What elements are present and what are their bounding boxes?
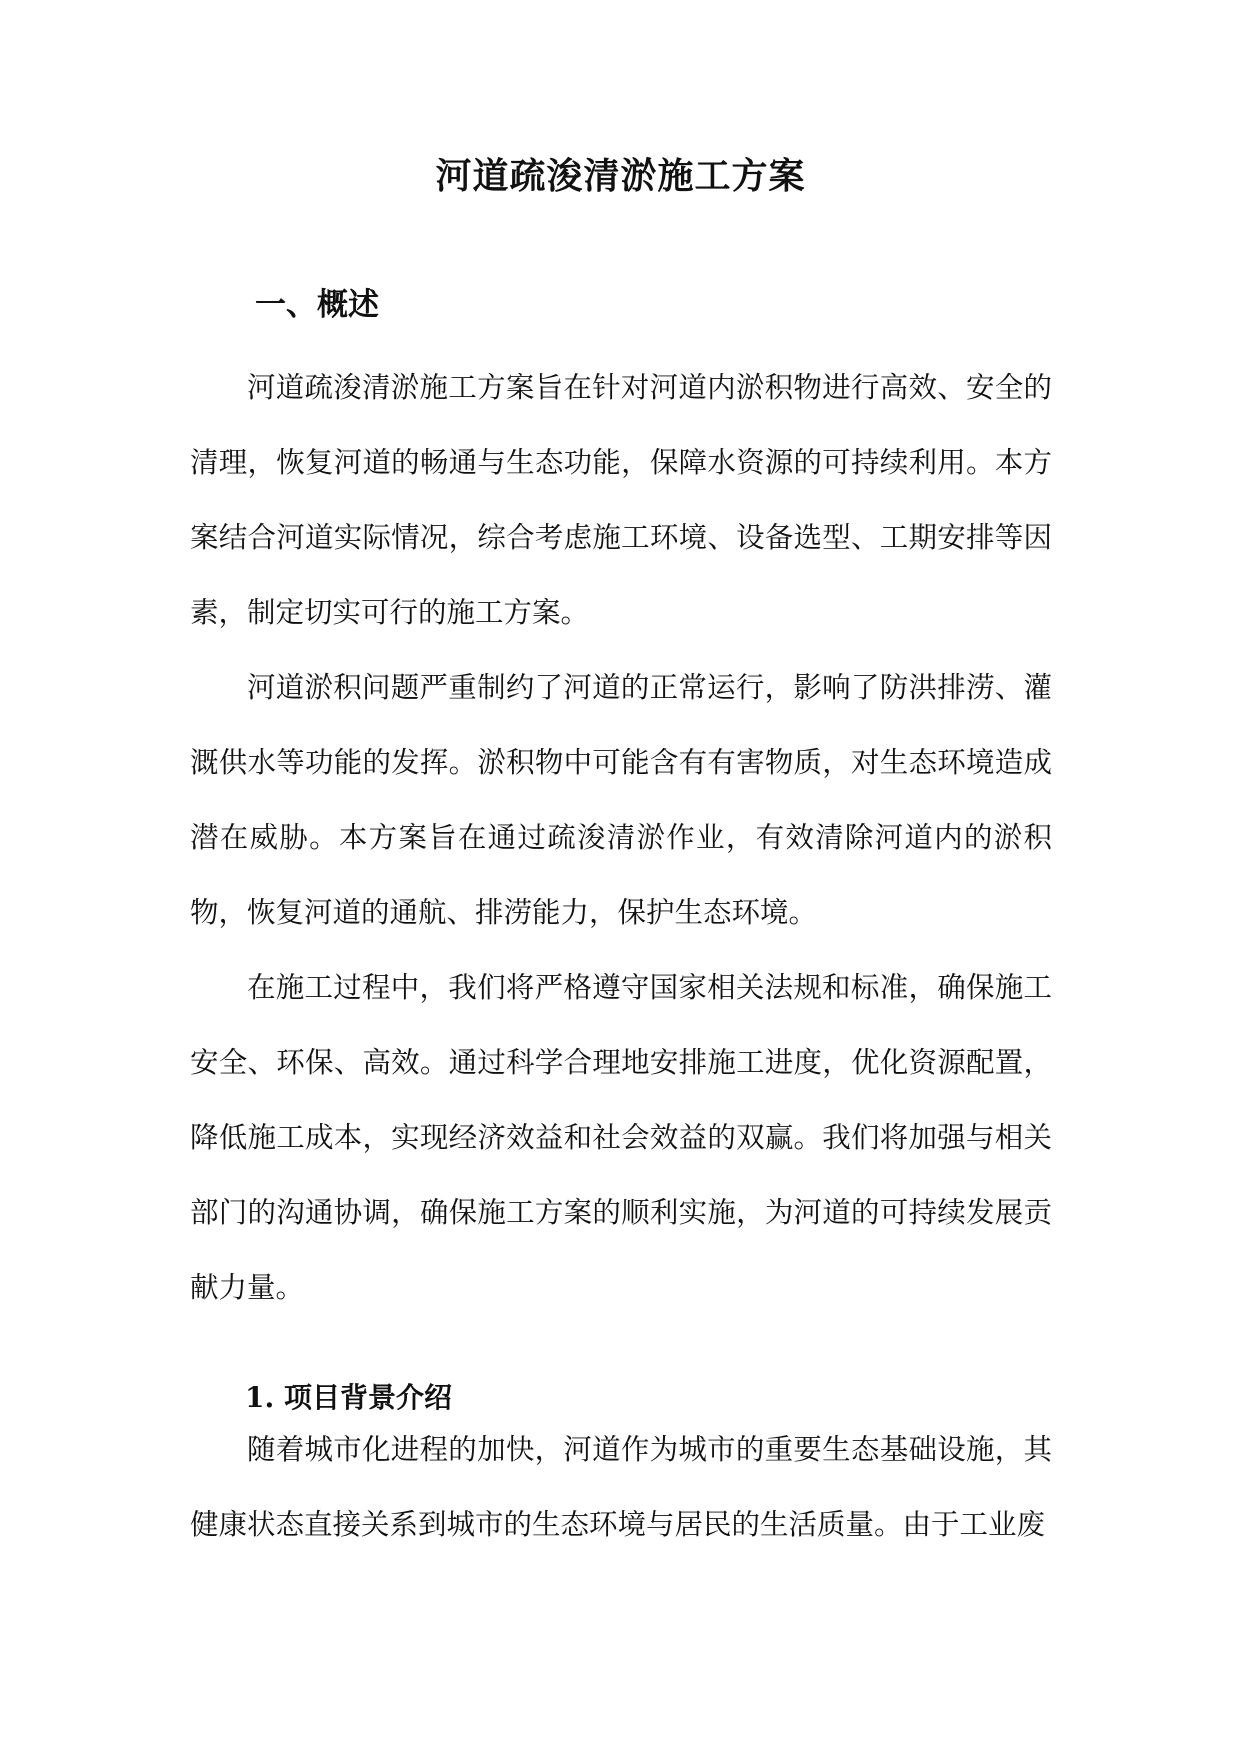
section-heading-overview: 一、概述 [255,287,379,323]
subsection-heading-project-background: 1. 项目背景介绍 [245,1381,452,1414]
background-paragraph-1: 随着城市化进程的加快，河道作为城市的重要生态基础设施，其健康状态直接关系到城市的生态环境与居民的生活质量。由于工业废 [190,1433,1052,1541]
document-title: 河道疏浚清淤施工方案 [435,155,806,197]
overview-paragraph-2: 河道淤积问题严重制约了河道的正常运行，影响了防洪排涝、灌溉供水等功能的发挥。淤积物中可能含有有害物质，对生态环境造成潜在威胁。本方案旨在通过疏浚清淤作业，有效清除河道内的淤积物，恢复河道的通航、排涝能力，保护生态环境。 [190,671,1052,929]
overview-paragraph-1: 河道疏浚清淤施工方案旨在针对河道内淤积物进行高效、安全的清理，恢复河道的畅通与生态功能，保障水资源的可持续利用。本方案结合河道实际情况，综合考虑施工环境、设备选型、工期安排等因素，制定切实可行的施工方案。 [190,371,1052,629]
overview-paragraph-3: 在施工过程中，我们将严格遵守国家相关法规和标准，确保施工安全、环保、高效。通过科学合理地安排施工进度，优化资源配置，降低施工成本，实现经济效益和社会效益的双赢。我们将加强与相关部门的沟通协调，确保施工方案的顺利实施，为河道的可持续发展贡献力量。 [190,971,1052,1304]
